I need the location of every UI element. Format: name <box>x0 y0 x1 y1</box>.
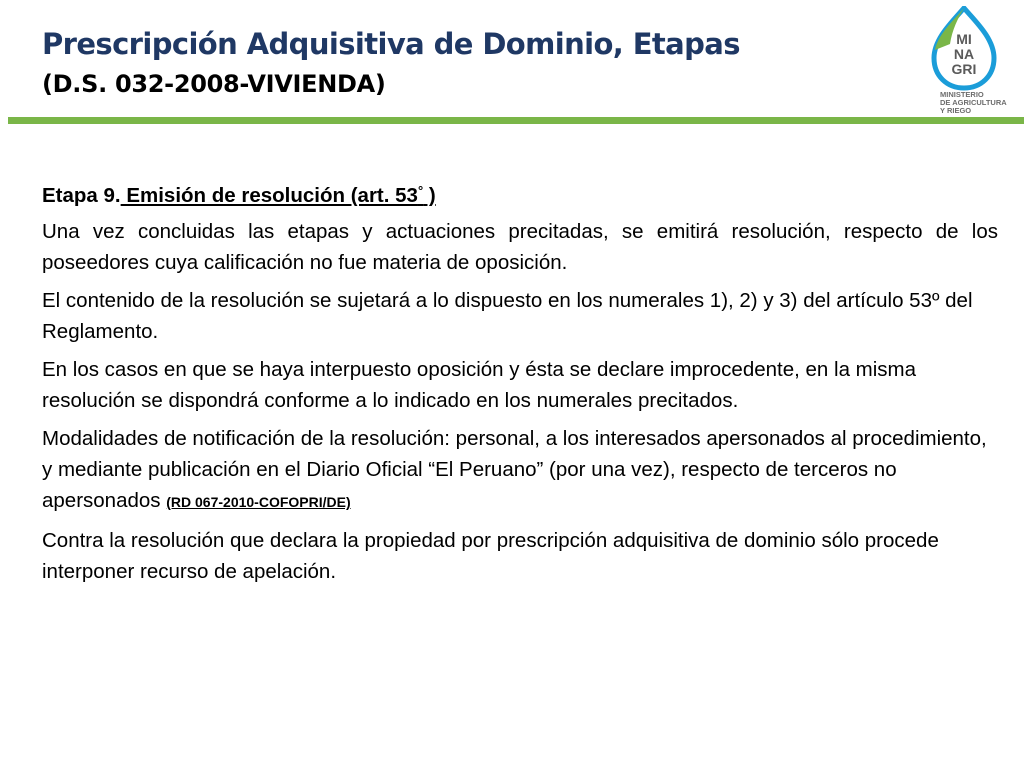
stage-heading <box>42 180 998 211</box>
slide-content <box>42 180 998 594</box>
paragraph-opposition: En los casos en que se haya interpuesto oposición y ésta se declare improcedente, en la misma resolución se dispondrá conforme a lo indicado en los numerales precitados. <box>42 358 917 412</box>
stage-title <box>121 184 436 207</box>
logo-caption <box>940 91 1007 115</box>
notification-text: Modalidades de notificación de la resolución: personal, a los interesados apersonados al procedimiento, y mediante publicación en el Diario Oficial “El Peruano” (por una vez), respecto de terceros no apersonados <box>42 427 987 512</box>
slide-subtitle: (D.S. 032-2008-VIVIENDA) <box>42 70 386 98</box>
logo-brand-line-3: GRI <box>951 61 977 77</box>
logo-caption-line-3: Y RIEGO <box>940 106 972 115</box>
stage-title-text: Emisión de resolución (art. 53 <box>120 184 418 207</box>
minagri-drop-logo <box>928 6 1000 92</box>
logo-brand-line-1: MI <box>956 31 972 47</box>
paragraph-content: El contenido de la resolución se sujetará a lo dispuesto en los numerales 1), 2) y 3) del artículo 53º del Reglamento. <box>42 289 973 343</box>
logo-caption-line-1: MINISTERIO <box>940 90 984 99</box>
stage-close: ) <box>423 184 436 207</box>
stage-degree: ° <box>417 183 424 198</box>
logo-caption-line-2: DE AGRICULTURA <box>940 98 1007 107</box>
header-divider <box>8 117 1024 124</box>
slide-header <box>42 24 902 102</box>
paragraph-conclusion: Una vez concluidas las etapas y actuaciones precitadas, se emitirá resolución, respecto de los poseedores cuya calificación no fue materia de oposición. <box>42 220 998 274</box>
paragraph-appeal: Contra la resolución que declara la propiedad por prescripción adquisitiva de dominio sólo procede interponer recurso de apelación. <box>42 529 939 583</box>
stage-prefix: Etapa 9. <box>42 184 121 207</box>
minagri-logo <box>924 6 1020 116</box>
slide-title: Prescripción Adquisitiva de Dominio, Etapas <box>42 27 740 61</box>
notification-reference: (RD 067-2010-COFOPRI/DE) <box>166 494 351 510</box>
paragraph-notification <box>42 423 998 518</box>
logo-brand-line-2: NA <box>953 46 975 62</box>
